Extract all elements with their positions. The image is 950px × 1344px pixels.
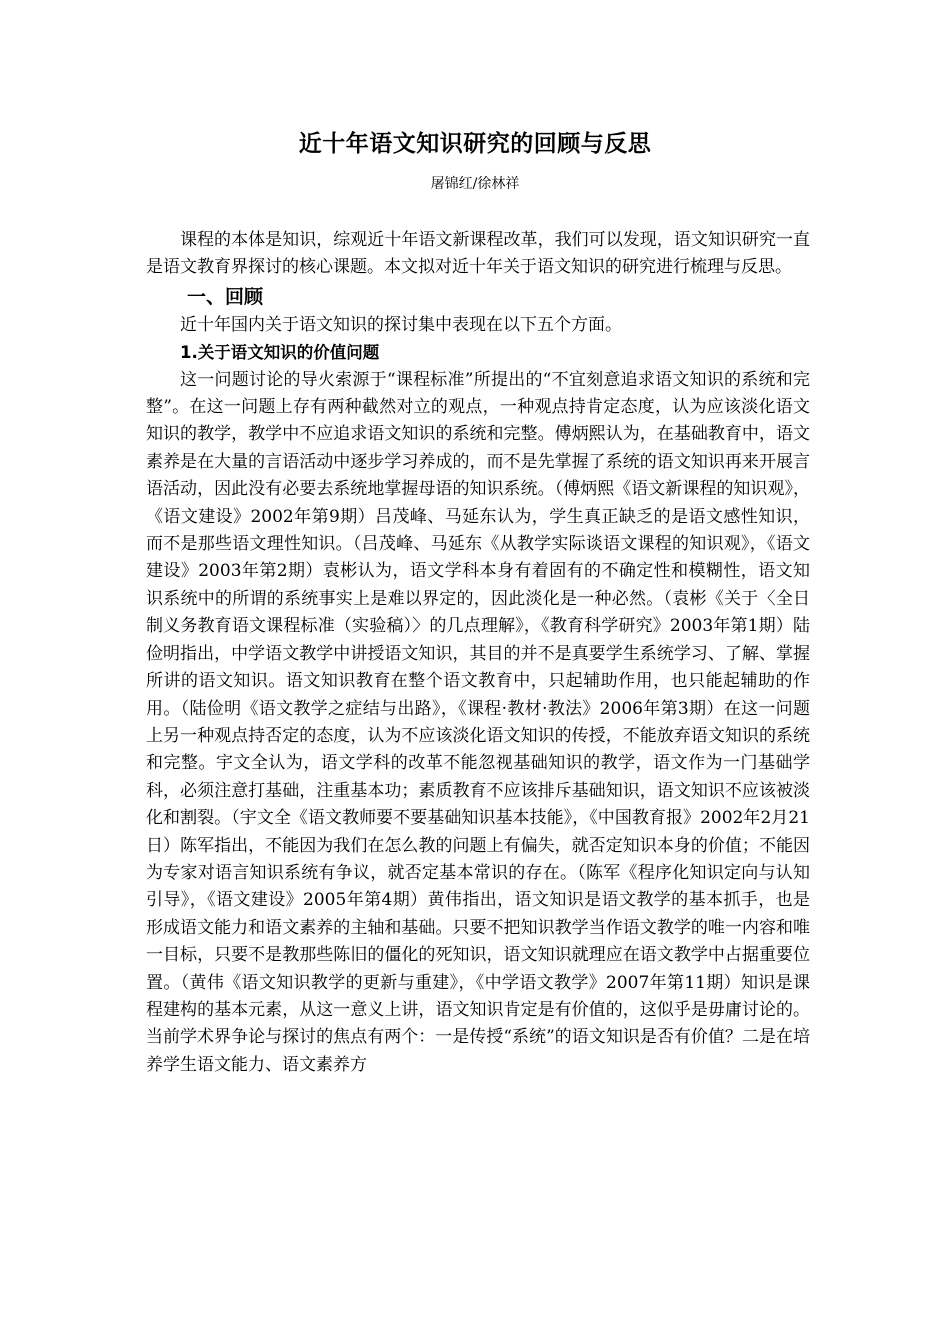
subsection-body-paragraph: 这一问题讨论的导火索源于“课程标准”所提出的“不宜刻意追求语文知识的系统和完整”。在这一问题上存有两种截然对立的观点，一种观点持肯定态度，认为应该淡化语文知识的教学，教学中不应追求语文知识的系统和完整。傅炳熙认为，在基础教育中，语文素养是在大量的言语活动中逐步学习养成的，而不是先掌握了系统的语文知识再来开展言语活动，因此没有必要去系统地掌握母语的知识系统。（傅炳熙《语文新课程的知识观》，《语文建设》2002年第9期）吕茂峰、马延东认为，学生真正缺乏的是语文感性知识，而不是那些语文理性知识。（吕茂峰、马延东《从教学实际谈语文课程的知识观》，《语文建设》2003年第2期）袁彬认为，语文学科本身有着固有的不确定性和模糊性，语文知识系统中的所谓的系统事实上是难以界定的，因此淡化是一种必然。（袁彬《关于〈全日制义务教育语文课程标准（实验稿）〉的几点理解》，《教育科学研究》2003年第1期）陆俭明指出，中学语文教学中讲授语文知识，其目的并不是真要学生系统学习、了解、掌握所讲的语文知识。语文知识教育在整个语文教育中，只起辅助作用，也只能起辅助的作用。（陆俭明《语文教学之症结与出路》，《课程·教材·教法》2006年第3期）在这一问题上另一种观点持否定的态度，认为不应该淡化语文知识的传授，不能放弃语文知识的系统和完整。宇文全认为，语文学科的改革不能忽视基础知识的教学，语文作为一门基础学科，必须注意打基础，注重基本功；素质教育不应该排斥基础知识，语文知识不应该被淡化和割裂。（宇文全《语文教师要不要基础知识基本技能》，《中国教育报》2002年2月21日）陈军指出，不能因为我们在怎么教的问题上有偏失，就否定知识本身的价值；不能因为专家对语言知识系统有争议，就否定基本常识的存在。（陈军《程序化知识定向与认知引导》，《语文建设》2005年第4期）黄伟指出，语文知识是语文教学的基本抓手，也是形成语文能力和语文素养的主轴和基础。只要不把知识教学当作语文教学的唯一内容和唯一目标，只要不是教那些陈旧的僵化的死知识，语文知识就理应在语文教学中占据重要位置。（黄伟《语文知识教学的更新与重建》，《中学语文教学》2007年第11期）知识是课程建构的基本元素，从这一意义上讲，语文知识肯定是有价值的，这似乎是毋庸讨论的。当前学术界争论与探讨的焦点有两个：一是传授“系统”的语文知识是否有价值？二是在培养学生语文能力、语文素养方 <box>146 369 810 1075</box>
intro-paragraph: 课程的本体是知识，综观近十年语文新课程改革，我们可以发现，语文知识研究一直是语文教育界探讨的核心课题。本文拟对近十年关于语文知识的研究进行梳理与反思。 <box>146 230 810 278</box>
section-heading-review: 一、回顾 <box>187 285 264 308</box>
article-body <box>146 227 810 1079</box>
article-authors: 屠锦红/徐林祥 <box>430 176 520 192</box>
section-intro-paragraph: 近十年国内关于语文知识的探讨集中表现在以下五个方面。 <box>180 314 622 335</box>
article-title: 近十年语文知识研究的回顾与反思 <box>298 131 652 157</box>
subsection-heading-value: 1.关于语文知识的价值问题 <box>180 343 380 363</box>
